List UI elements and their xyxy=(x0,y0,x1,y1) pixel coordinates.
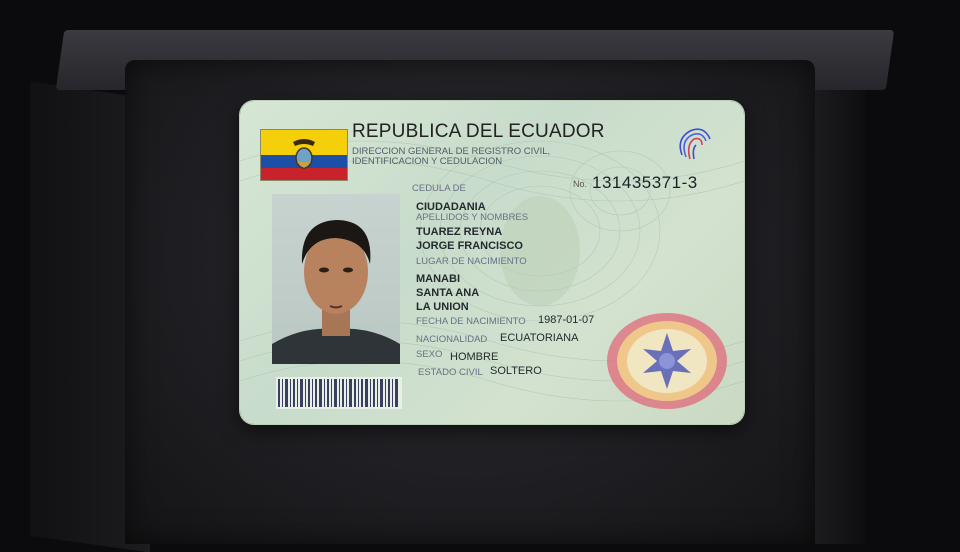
nationality-label: NACIONALIDAD xyxy=(416,334,488,345)
birthdate: 1987-01-07 xyxy=(538,314,595,326)
birthplace-parish: LA UNION xyxy=(416,301,469,313)
holographic-seal xyxy=(605,311,730,411)
barcode xyxy=(276,377,402,409)
number-label: No. xyxy=(573,179,588,189)
given-names: JORGE FRANCISCO xyxy=(416,240,523,252)
ecuador-flag xyxy=(260,129,348,181)
issuer-line-2: IDENTIFICACION Y CEDULACION xyxy=(352,156,503,167)
surnames: TUAREZ REYNA xyxy=(416,226,503,238)
civil-status: SOLTERO xyxy=(490,365,542,377)
issuer-line-1: DIRECCION GENERAL DE REGISTRO CIVIL, xyxy=(352,146,551,157)
nationality: ECUATORIANA xyxy=(500,332,579,344)
country-title: REPUBLICA DEL ECUADOR xyxy=(352,121,605,142)
doc-label-2: CIUDADANIA xyxy=(416,201,486,213)
civil-status-label: ESTADO CIVIL xyxy=(418,367,483,378)
fingerprint-hologram-icon xyxy=(672,121,716,165)
birthplace-province: MANABI xyxy=(416,273,460,285)
birthdate-label: FECHA DE NACIMIENTO xyxy=(416,316,526,327)
sex: HOMBRE xyxy=(450,351,499,363)
sex-label: SEXO xyxy=(416,349,443,360)
birthplace-label: LUGAR DE NACIMIENTO xyxy=(416,256,527,267)
id-card xyxy=(240,101,744,424)
holder-photo xyxy=(272,194,400,364)
issuer-text xyxy=(352,147,582,167)
coat-of-arms-icon xyxy=(291,138,317,172)
portrait-image xyxy=(272,194,400,364)
doc-label-1: CEDULA DE xyxy=(412,183,466,194)
birthplace-canton: SANTA ANA xyxy=(416,287,480,299)
names-label: APELLIDOS Y NOMBRES xyxy=(416,212,529,223)
id-number: 131435371-3 xyxy=(592,173,698,192)
